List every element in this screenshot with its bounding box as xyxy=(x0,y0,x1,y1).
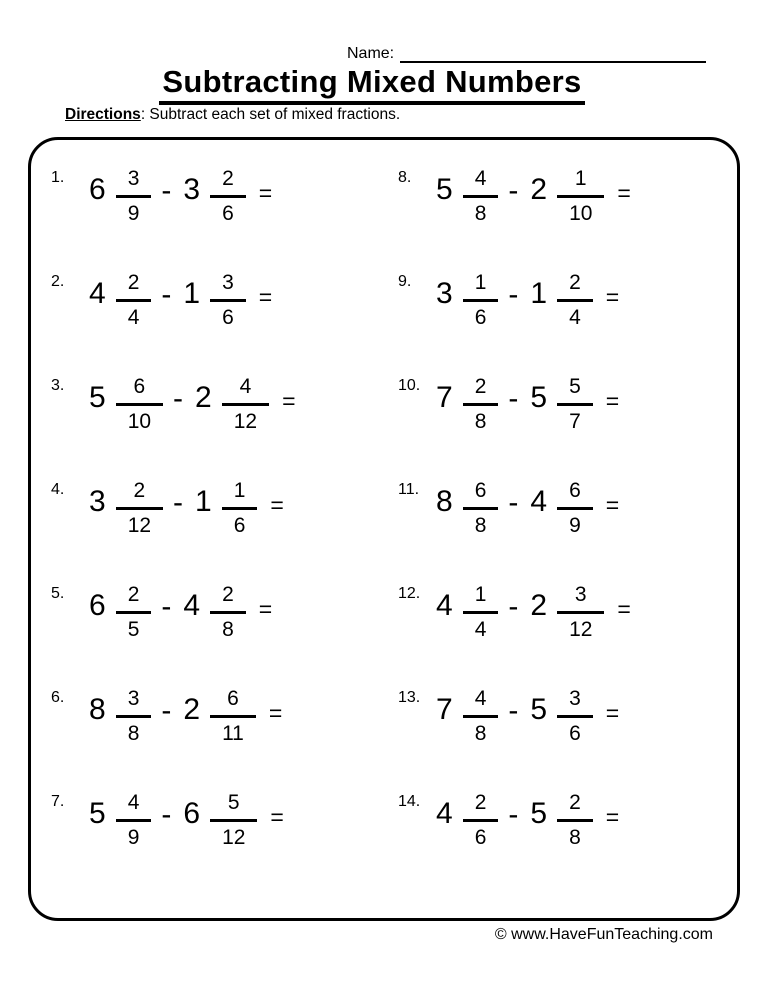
subtrahend-fraction xyxy=(222,376,269,432)
subtrahend-fraction xyxy=(210,792,257,848)
minuend-fraction xyxy=(116,584,152,640)
subtrahend-numerator: 2 xyxy=(569,271,581,294)
subtrahend-whole: 1 xyxy=(530,277,548,310)
problem xyxy=(384,456,731,560)
minuend-denominator: 4 xyxy=(127,306,140,329)
problems-box xyxy=(28,137,740,921)
minuend-whole: 8 xyxy=(89,693,106,726)
minuend-fraction xyxy=(463,584,499,640)
equals-sign: = xyxy=(617,595,631,622)
subtrahend-denominator: 8 xyxy=(222,618,234,641)
equals-sign: = xyxy=(270,803,284,830)
subtrahend-whole: 2 xyxy=(530,589,548,622)
minuend-fraction xyxy=(463,792,499,848)
minuend-whole: 4 xyxy=(436,797,453,830)
minuend-denominator: 8 xyxy=(474,410,487,433)
problem-expression xyxy=(87,168,272,224)
subtrahend-numerator: 3 xyxy=(574,583,587,606)
subtrahend-whole: 1 xyxy=(183,277,201,310)
minuend-denominator: 6 xyxy=(474,306,487,329)
subtrahend-fraction xyxy=(557,792,593,848)
problem-number: 7. xyxy=(51,793,65,810)
minus-sign: - xyxy=(161,174,172,207)
equals-sign: = xyxy=(258,595,273,622)
equals-sign: = xyxy=(605,387,620,414)
problem xyxy=(37,248,384,352)
equals-sign: = xyxy=(605,803,620,830)
minus-sign: - xyxy=(508,486,519,519)
subtrahend-denominator: 7 xyxy=(569,410,581,433)
subtrahend-denominator: 6 xyxy=(222,306,234,329)
subtrahend-denominator: 8 xyxy=(569,826,581,849)
minuend-whole: 8 xyxy=(436,485,453,518)
subtrahend-whole: 2 xyxy=(195,381,212,414)
problem-number: 14. xyxy=(398,793,421,810)
minus-sign: - xyxy=(173,382,184,415)
subtrahend-denominator: 11 xyxy=(222,722,244,745)
problem xyxy=(37,456,384,560)
minuend-denominator: 9 xyxy=(127,826,140,849)
problem-number: 8. xyxy=(398,169,412,186)
minus-sign: - xyxy=(161,590,172,623)
minus-sign: - xyxy=(161,798,172,831)
minuend-denominator: 8 xyxy=(474,514,487,537)
equals-sign: = xyxy=(605,699,620,726)
problem-expression xyxy=(87,480,284,536)
subtrahend-numerator: 5 xyxy=(569,375,581,398)
problem-number: 6. xyxy=(51,689,65,706)
minuend-fraction xyxy=(116,376,163,432)
subtrahend-fraction xyxy=(210,584,246,640)
minuend-numerator: 4 xyxy=(474,687,487,710)
minuend-fraction xyxy=(463,688,499,744)
problem xyxy=(384,248,731,352)
problem-number: 13. xyxy=(398,689,421,706)
problem xyxy=(37,352,384,456)
minuend-whole: 4 xyxy=(89,277,106,310)
equals-sign: = xyxy=(605,491,620,518)
minus-sign: - xyxy=(508,694,519,727)
minuend-fraction xyxy=(463,168,499,224)
subtrahend-fraction xyxy=(222,480,258,536)
minuend-whole: 6 xyxy=(89,589,106,622)
subtrahend-whole: 4 xyxy=(530,485,548,518)
subtrahend-fraction xyxy=(557,272,593,328)
problem-number: 4. xyxy=(51,481,65,498)
problem xyxy=(384,560,731,664)
minuend-numerator: 3 xyxy=(127,687,140,710)
minuend-denominator: 9 xyxy=(127,202,140,225)
problem-number: 9. xyxy=(398,273,412,290)
problem-number: 10. xyxy=(398,377,421,394)
problem xyxy=(37,144,384,248)
problem-expression xyxy=(434,688,619,744)
subtrahend-fraction xyxy=(210,168,246,224)
problem xyxy=(384,664,731,768)
subtrahend-numerator: 2 xyxy=(222,583,234,606)
problem-expression xyxy=(87,584,272,640)
footer-copyright: © www.HaveFunTeaching.com xyxy=(494,926,713,943)
problem-expression xyxy=(87,272,272,328)
subtrahend-denominator: 12 xyxy=(569,618,593,641)
subtrahend-denominator: 6 xyxy=(222,202,234,225)
problem-expression xyxy=(434,168,631,224)
minuend-fraction xyxy=(463,480,499,536)
equals-sign: = xyxy=(268,699,283,726)
minuend-whole: 3 xyxy=(436,277,453,310)
minuend-whole: 7 xyxy=(436,693,453,726)
subtrahend-numerator: 6 xyxy=(569,479,581,502)
minuend-numerator: 2 xyxy=(133,479,146,502)
subtrahend-denominator: 6 xyxy=(233,514,246,537)
problem-expression xyxy=(87,792,284,848)
subtrahend-fraction xyxy=(557,376,593,432)
subtrahend-whole: 2 xyxy=(530,173,548,206)
subtrahend-denominator: 9 xyxy=(569,514,581,537)
subtrahend-fraction xyxy=(210,272,246,328)
directions-text: : Subtract each set of mixed fractions. xyxy=(140,106,401,123)
minuend-numerator: 1 xyxy=(474,583,487,606)
subtrahend-fraction xyxy=(557,688,593,744)
minuend-whole: 4 xyxy=(436,589,453,622)
minuend-whole: 5 xyxy=(89,797,106,830)
minuend-whole: 5 xyxy=(436,173,453,206)
minuend-fraction xyxy=(463,376,499,432)
minuend-whole: 5 xyxy=(89,381,106,414)
subtrahend-denominator: 10 xyxy=(569,202,593,225)
subtrahend-numerator: 1 xyxy=(574,167,587,190)
subtrahend-whole: 5 xyxy=(530,381,548,414)
problem xyxy=(384,144,731,248)
subtrahend-numerator: 5 xyxy=(227,791,240,814)
minuend-numerator: 2 xyxy=(474,375,487,398)
subtrahend-whole: 3 xyxy=(183,173,201,206)
problem-expression xyxy=(434,792,619,848)
minus-sign: - xyxy=(161,278,172,311)
equals-sign: = xyxy=(605,283,620,310)
minus-sign: - xyxy=(161,694,172,727)
subtrahend-numerator: 2 xyxy=(222,167,234,190)
minus-sign: - xyxy=(508,382,519,415)
subtrahend-numerator: 1 xyxy=(233,479,246,502)
minuend-numerator: 2 xyxy=(474,791,487,814)
subtrahend-fraction xyxy=(557,480,593,536)
problem xyxy=(384,768,731,872)
problem-expression xyxy=(434,272,619,328)
equals-sign: = xyxy=(282,387,296,414)
problem xyxy=(37,560,384,664)
problem xyxy=(37,768,384,872)
subtrahend-numerator: 4 xyxy=(239,375,252,398)
subtrahend-whole: 5 xyxy=(530,693,548,726)
problem xyxy=(384,352,731,456)
problem-number: 2. xyxy=(51,273,65,290)
minuend-denominator: 4 xyxy=(474,618,487,641)
minuend-fraction xyxy=(463,272,499,328)
minuend-denominator: 8 xyxy=(127,722,140,745)
minuend-numerator: 4 xyxy=(474,167,487,190)
name-row xyxy=(347,42,706,63)
minuend-denominator: 8 xyxy=(474,202,487,225)
problem xyxy=(37,664,384,768)
subtrahend-denominator: 12 xyxy=(233,410,258,433)
problem-expression xyxy=(434,480,619,536)
minuend-denominator: 5 xyxy=(127,618,140,641)
minuend-fraction xyxy=(116,688,152,744)
subtrahend-fraction xyxy=(210,688,256,744)
minuend-numerator: 3 xyxy=(127,167,140,190)
subtrahend-whole: 4 xyxy=(183,589,201,622)
subtrahend-whole: 6 xyxy=(183,797,201,830)
problem-expression xyxy=(87,376,296,432)
equals-sign: = xyxy=(258,283,273,310)
directions xyxy=(65,106,400,124)
equals-sign: = xyxy=(270,491,284,518)
minuend-whole: 7 xyxy=(436,381,453,414)
minus-sign: - xyxy=(508,798,519,831)
subtrahend-fraction xyxy=(557,584,604,640)
problem-expression xyxy=(434,376,619,432)
subtrahend-denominator: 6 xyxy=(569,722,581,745)
minuend-fraction xyxy=(116,480,163,536)
minuend-whole: 3 xyxy=(89,485,106,518)
problem-number: 11. xyxy=(398,481,420,498)
minuend-numerator: 6 xyxy=(133,375,146,398)
problem-number: 12. xyxy=(398,585,421,602)
problems-grid xyxy=(31,140,737,872)
name-label: Name: xyxy=(347,45,395,63)
minuend-denominator: 8 xyxy=(474,722,487,745)
equals-sign: = xyxy=(617,179,631,206)
minuend-whole: 6 xyxy=(89,173,106,206)
subtrahend-whole: 1 xyxy=(195,485,212,518)
subtrahend-numerator: 3 xyxy=(222,271,234,294)
minuend-numerator: 6 xyxy=(474,479,487,502)
minuend-numerator: 2 xyxy=(127,271,140,294)
problem-number: 3. xyxy=(51,377,65,394)
minuend-numerator: 4 xyxy=(127,791,140,814)
minuend-denominator: 12 xyxy=(127,514,152,537)
problem-expression xyxy=(434,584,631,640)
problem-number: 5. xyxy=(51,585,65,602)
minuend-denominator: 10 xyxy=(127,410,152,433)
minuend-fraction xyxy=(116,272,152,328)
minuend-denominator: 6 xyxy=(474,826,487,849)
name-blank-line xyxy=(400,42,706,63)
minuend-fraction xyxy=(116,168,152,224)
subtrahend-whole: 2 xyxy=(183,693,201,726)
subtrahend-whole: 5 xyxy=(530,797,548,830)
subtrahend-denominator: 12 xyxy=(222,826,246,849)
minus-sign: - xyxy=(508,278,519,311)
subtrahend-denominator: 4 xyxy=(569,306,581,329)
subtrahend-numerator: 6 xyxy=(227,687,239,710)
subtrahend-fraction xyxy=(557,168,604,224)
problem-number: 1. xyxy=(51,169,65,186)
minus-sign: - xyxy=(508,174,519,207)
minus-sign: - xyxy=(173,486,184,519)
minus-sign: - xyxy=(508,590,519,623)
minuend-fraction xyxy=(116,792,152,848)
minuend-numerator: 1 xyxy=(474,271,487,294)
equals-sign: = xyxy=(258,179,273,206)
subtrahend-numerator: 3 xyxy=(569,687,581,710)
page-title: Subtracting Mixed Numbers xyxy=(159,64,584,105)
minuend-numerator: 2 xyxy=(127,583,140,606)
subtrahend-numerator: 2 xyxy=(569,791,581,814)
problem-expression xyxy=(87,688,282,744)
directions-label: Directions xyxy=(65,106,141,123)
title-row xyxy=(0,64,744,105)
